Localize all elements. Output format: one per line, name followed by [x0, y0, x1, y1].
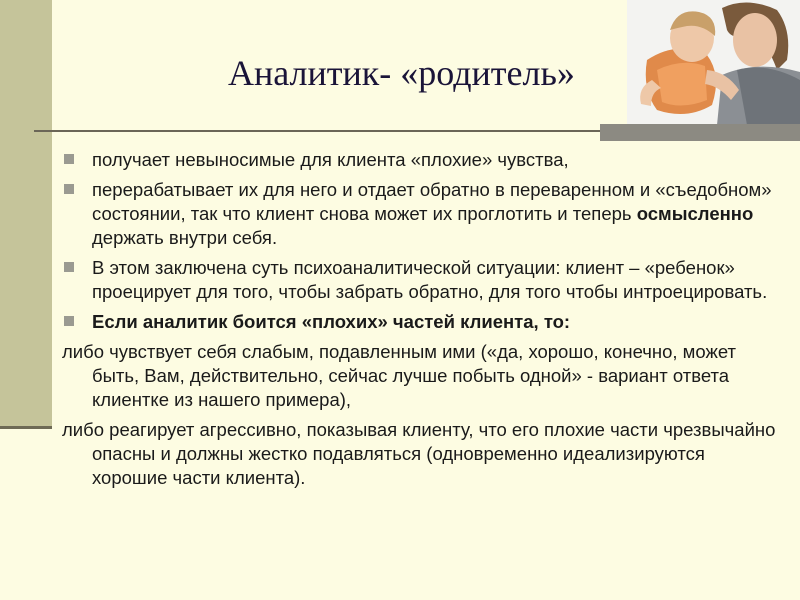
body-paragraph: либо реагирует агрессивно, показывая клиенту, что его плохие части чрезвычайно опасны и должны жестко подавляться (одновременно идеализируются хорошие части клиента).	[62, 419, 776, 488]
left-band-rule	[0, 426, 52, 429]
bullet-item	[62, 178, 782, 250]
bullet-bold-text: осмысленно	[636, 203, 754, 224]
slide-body	[62, 148, 782, 496]
bullet-text: В этом заключена суть психоаналитической ситуации: клиент – «ребенок» проецирует для того, чтобы забрать обратно, для того чтобы интроецировать.	[92, 257, 768, 302]
title-divider-tab	[600, 124, 800, 141]
bullet-square-icon	[64, 184, 74, 194]
bullet-text: держать внутри себя.	[92, 227, 278, 248]
bullet-square-icon	[64, 154, 74, 164]
bullet-square-icon	[64, 316, 74, 326]
bullet-item	[62, 256, 782, 304]
body-paragraph: либо чувствует себя слабым, подавленным ими («да, хорошо, конечно, может быть, Вам, действительно, сейчас лучше побыть одной» - вариант ответа клиентке из нашего примера),	[62, 341, 736, 410]
slide-title: Аналитик- «родитель»	[228, 53, 575, 93]
bullet-item	[62, 148, 782, 172]
left-accent-band	[0, 0, 52, 426]
bullet-text: получает невыносимые для клиента «плохие» чувства,	[92, 149, 569, 170]
bullet-bold-text: Если аналитик боится «плохих» частей клиента, то:	[92, 311, 571, 332]
bullet-text: перерабатывает их для него и отдает обратно в переваренном и «съедобном» состоянии, так что клиент снова может их проглотить и теперь	[92, 179, 772, 224]
mother-child-photo	[627, 0, 800, 125]
bullet-item	[62, 310, 782, 334]
bullet-square-icon	[64, 262, 74, 272]
title-divider	[34, 130, 610, 132]
